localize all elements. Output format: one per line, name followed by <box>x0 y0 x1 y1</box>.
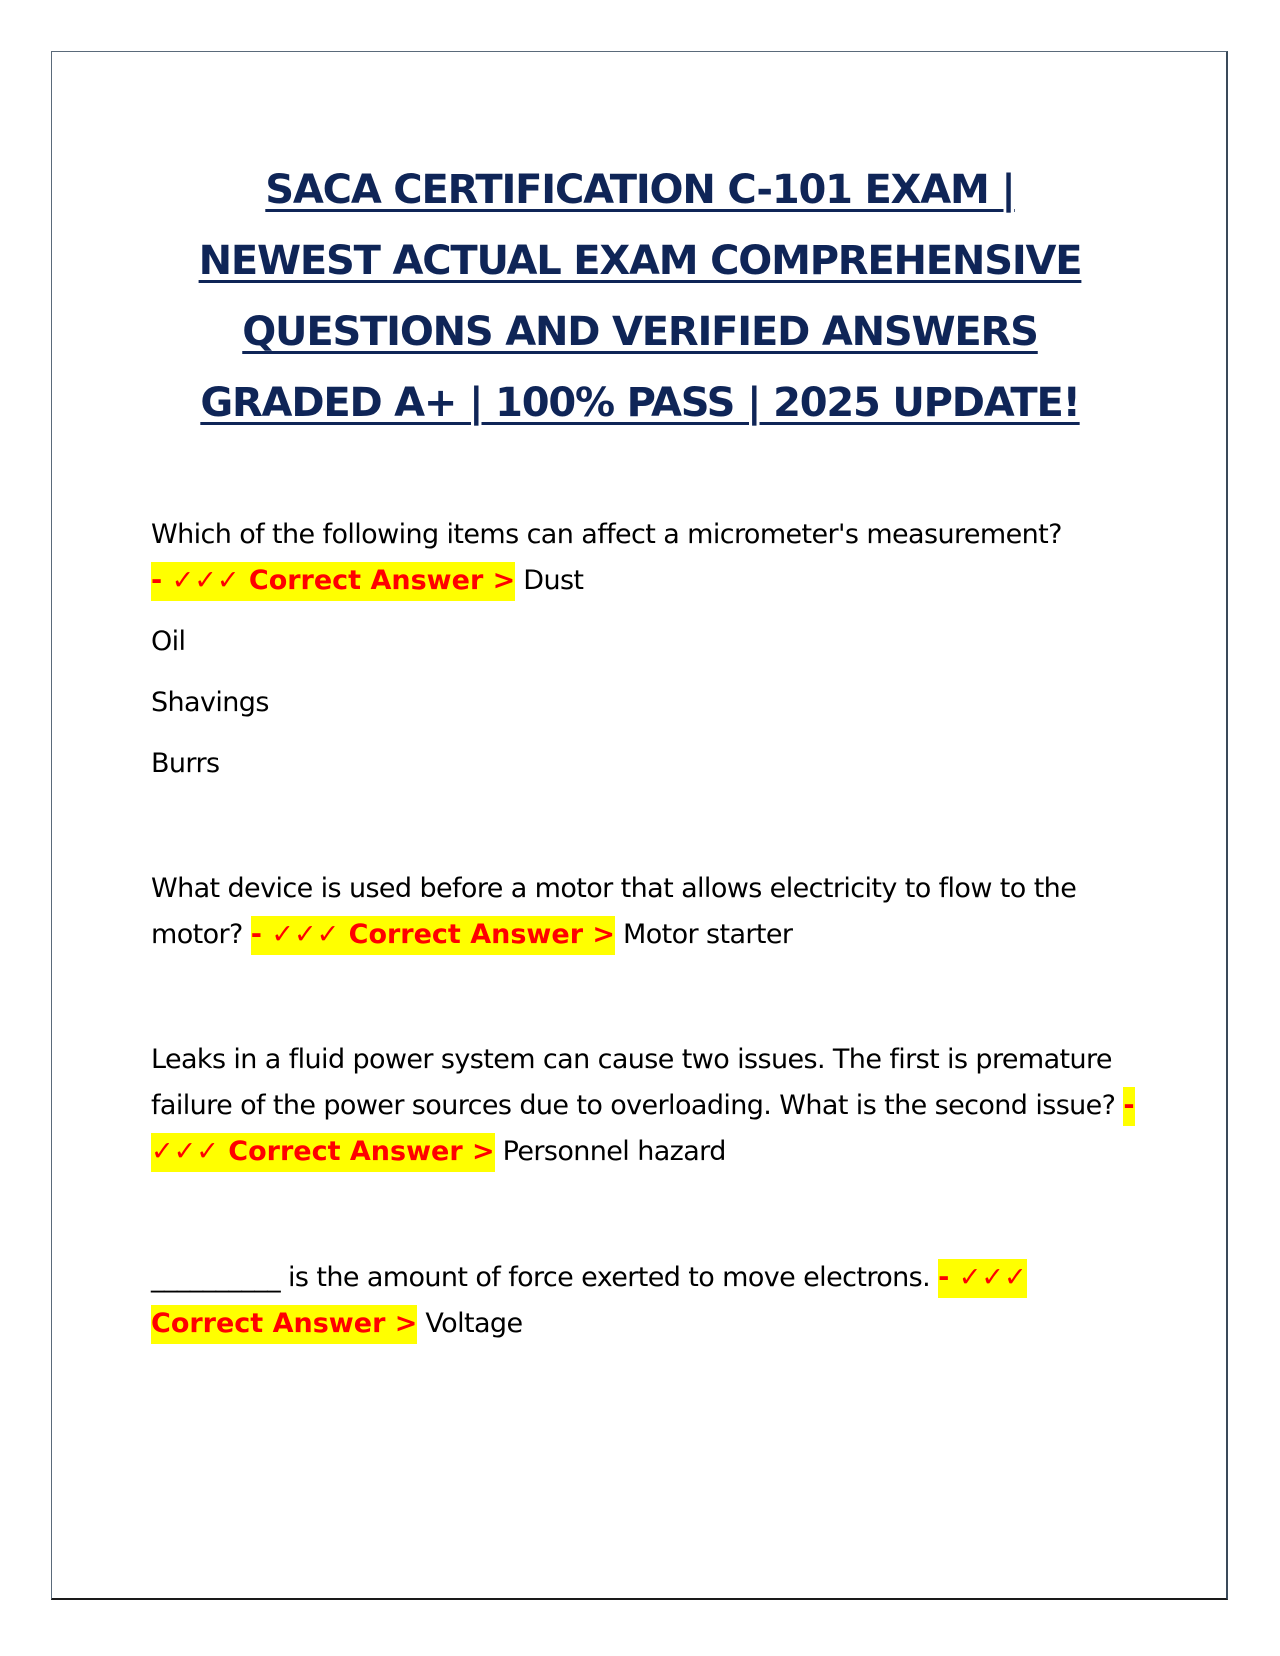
question-block-4 <box>151 1255 1141 1347</box>
answer-option-shavings: Shavings <box>151 687 269 718</box>
question-text: Which of the following items can affect a micrometer's measurement? <box>151 519 1062 550</box>
question-paragraph <box>151 866 1141 958</box>
question-text: __________ is the amount of force exerted to move electrons. <box>151 1262 931 1293</box>
question-paragraph <box>151 512 1141 604</box>
title-line-1: SACA CERTIFICATION C-101 EXAM | <box>265 167 1015 213</box>
correct-answer-marker: - ✓✓✓ Correct Answer > <box>151 562 515 601</box>
answer-option-oil: Oil <box>151 626 186 657</box>
correct-answer-marker: - ✓✓✓ Correct Answer > <box>251 916 615 955</box>
answer-text: Motor starter <box>623 919 793 950</box>
question-block-2 <box>151 866 1141 958</box>
question-paragraph <box>151 1037 1141 1175</box>
question-text: Leaks in a fluid power system can cause two issues. The first is premature failure of the power sources due to overloading. What is the second issue? <box>151 1044 1116 1121</box>
correct-answer-marker: - ✓✓✓ Correct Answer > <box>151 1259 1027 1344</box>
question-block-1 <box>151 512 1141 787</box>
answer-option-burrs: Burrs <box>151 748 220 779</box>
question-text: What device is used before a motor that allows electricity to flow to the motor? <box>151 873 1077 950</box>
title-line-2: NEWEST ACTUAL EXAM COMPREHENSIVE <box>198 238 1082 284</box>
document-title <box>110 155 1170 439</box>
correct-answer-marker: - ✓✓✓ Correct Answer > <box>151 1087 1135 1172</box>
answer-text: Voltage <box>425 1308 523 1339</box>
answer-text: Dust <box>523 565 584 596</box>
question-paragraph <box>151 1255 1141 1347</box>
question-block-3 <box>151 1037 1141 1175</box>
title-line-4: GRADED A+ | 100% PASS | 2025 UPDATE! <box>200 380 1080 426</box>
answer-text: Personnel hazard <box>502 1136 726 1167</box>
title-line-3: QUESTIONS AND VERIFIED ANSWERS <box>242 309 1038 355</box>
